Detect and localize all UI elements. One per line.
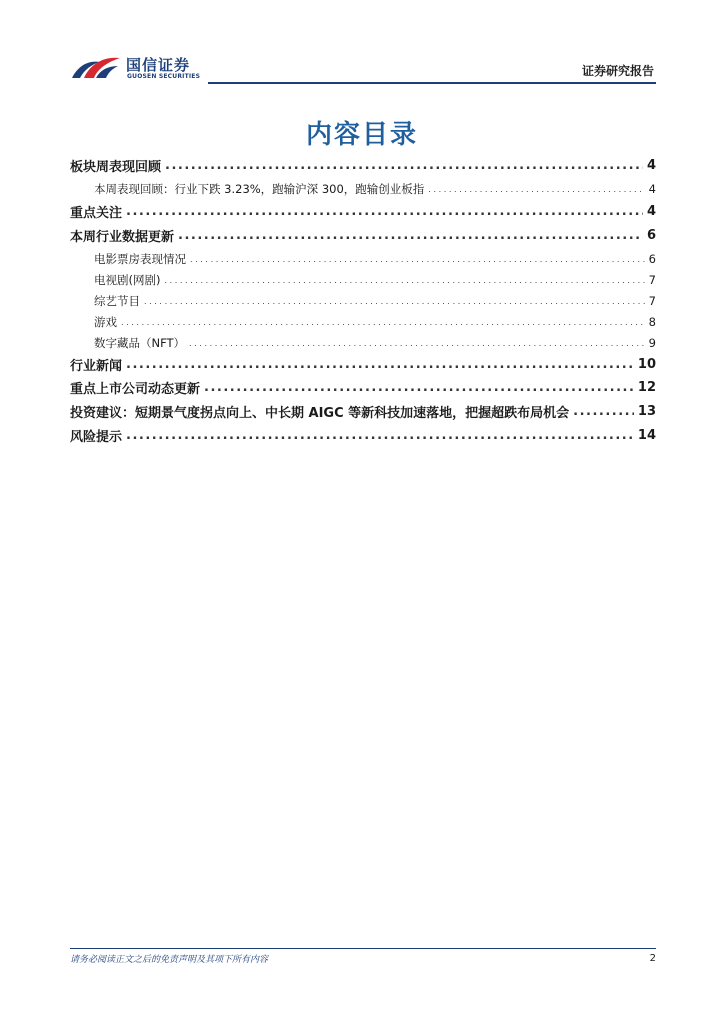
report-type: 证券研究报告 [581, 64, 654, 78]
page-header [70, 48, 656, 88]
toc-entry-label: 投资建议：短期景气度拐点向上、中长期 AIGC 等新科技加速落地，把握超跌布局机会 [70, 405, 570, 421]
page-number: 2 [649, 953, 656, 964]
toc-dot-leader [144, 297, 645, 306]
toc-entry-label: 游戏 [94, 315, 117, 329]
toc-entry[interactable] [70, 311, 656, 333]
toc-entry[interactable] [70, 200, 656, 222]
toc-entry[interactable] [70, 424, 656, 446]
toc-dot-leader [189, 339, 645, 348]
toc-entry[interactable] [70, 154, 656, 176]
guosen-logo-icon [70, 52, 122, 82]
toc-entry-page: 12 [637, 379, 656, 395]
toc-entry-page: 8 [648, 315, 656, 329]
guosen-logo [70, 52, 200, 82]
toc-entry-label: 数字藏品（NFT） [94, 336, 186, 350]
toc-dot-leader [164, 276, 644, 285]
toc-dot-leader [121, 318, 645, 327]
toc-dot-leader [126, 428, 634, 443]
toc-entry-page: 14 [637, 427, 656, 443]
toc-entry-label: 行业新闻 [70, 358, 123, 374]
toc-entry[interactable] [70, 332, 656, 354]
toc-entry[interactable] [70, 269, 656, 291]
toc-dot-leader [165, 158, 643, 173]
toc-entry-page: 4 [646, 157, 656, 173]
toc-dot-leader [190, 255, 645, 264]
toc-entry-label: 综艺节目 [94, 294, 140, 308]
toc-dot-leader [204, 380, 634, 395]
toc-entry-page: 9 [648, 336, 656, 350]
toc-entry-page: 4 [648, 182, 656, 196]
header-divider [208, 82, 656, 84]
toc-entry-label: 电影票房表现情况 [94, 252, 186, 266]
toc-title: 内容目录 [305, 120, 418, 150]
toc-entry[interactable] [70, 376, 656, 398]
toc-entry[interactable] [70, 224, 656, 246]
footer-disclaimer: 请务必阅读正文之后的免责声明及其项下所有内容 [70, 955, 269, 965]
toc-entry-label: 风险提示 [70, 429, 123, 445]
toc-entry-page: 7 [648, 294, 656, 308]
toc-dot-leader [126, 357, 634, 372]
footer-divider [70, 948, 656, 949]
toc-entry-label: 本周表现回顾：行业下跌 3.23%，跑输沪深 300，跑输创业板指 [94, 182, 425, 196]
brand-name-en: GUOSEN SECURITIES [127, 73, 201, 80]
toc-entry-label: 电视剧(网剧) [94, 273, 161, 287]
toc-dot-leader [428, 185, 644, 194]
toc-entry-label: 板块周表现回顾 [70, 159, 162, 175]
toc-entry-label: 本周行业数据更新 [70, 229, 175, 245]
toc-entry-label: 重点上市公司动态更新 [70, 381, 201, 397]
toc-entry-page: 6 [646, 227, 656, 243]
toc-entry[interactable] [70, 248, 656, 270]
toc-entry-page: 10 [637, 356, 656, 372]
toc-entry-page: 7 [648, 273, 656, 287]
toc-dot-leader [126, 204, 643, 219]
toc-entry[interactable] [70, 178, 656, 200]
toc-entry-page: 6 [648, 252, 656, 266]
toc-dot-leader [573, 404, 634, 419]
toc-entry[interactable] [70, 290, 656, 312]
toc-entry-page: 4 [646, 203, 656, 219]
toc-entry[interactable] [70, 353, 656, 375]
toc-entry-page: 13 [637, 403, 656, 419]
toc-entry-label: 重点关注 [70, 205, 123, 221]
toc-entry[interactable] [70, 400, 656, 422]
brand-name-cn: 国信证券 [126, 56, 191, 74]
toc-dot-leader [178, 228, 643, 243]
